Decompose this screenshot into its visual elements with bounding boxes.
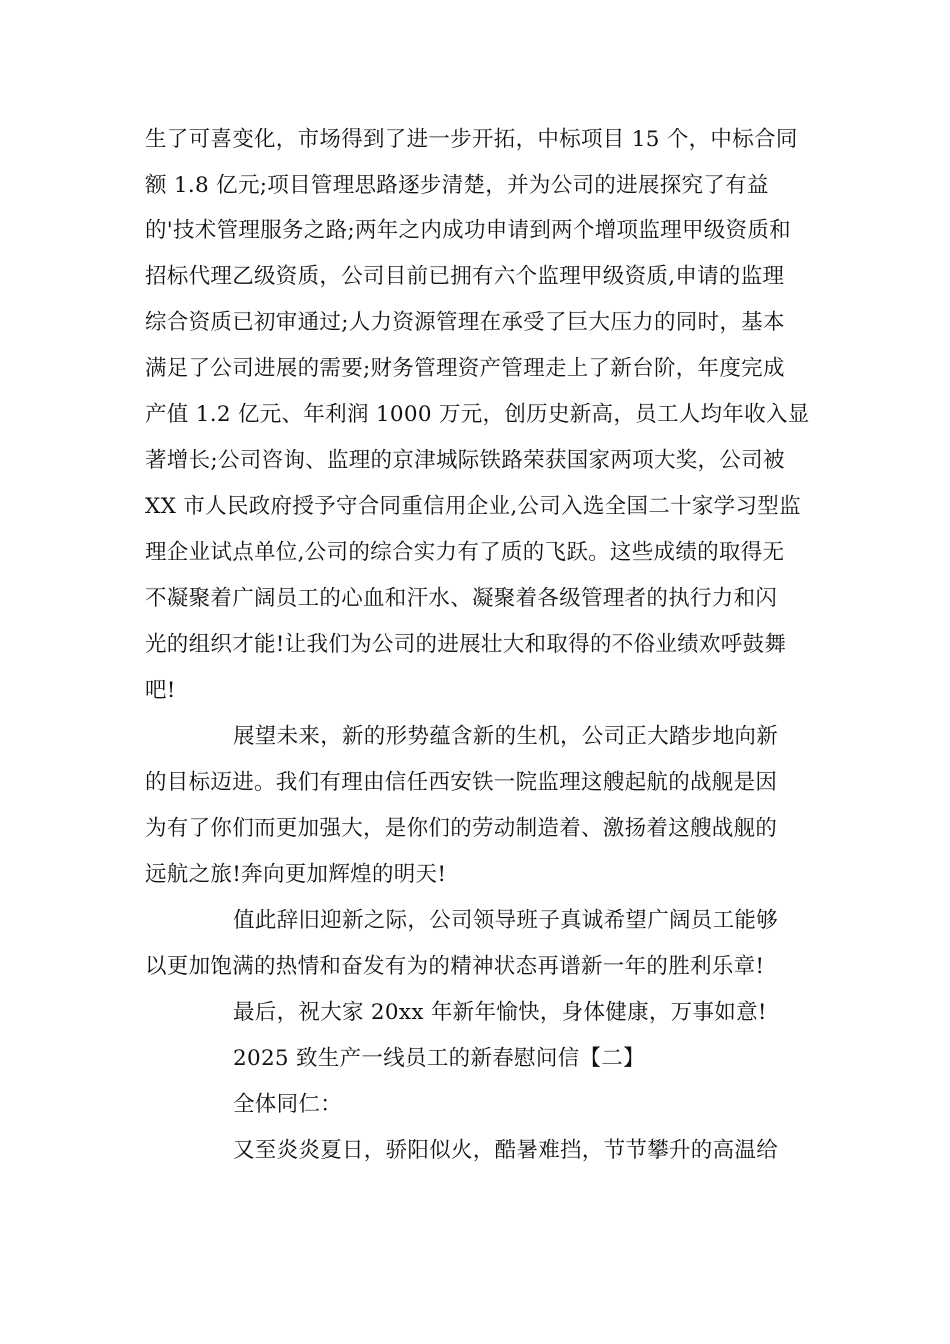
paragraph-line: 展望未来，新的形势蕴含新的生机，公司正大踏步地向新 bbox=[233, 724, 779, 749]
paragraph-line: 又至炎炎夏日，骄阳似火，酷暑难挡，节节攀升的高温给 bbox=[233, 1138, 779, 1163]
paragraph-line: 吧! bbox=[145, 678, 176, 703]
paragraph-line: 理企业试点单位,公司的综合实力有了质的飞跃。这些成绩的取得无 bbox=[145, 540, 785, 565]
paragraph-line: 以更加饱满的热情和奋发有为的精神状态再谱新一年的胜利乐章! bbox=[145, 954, 765, 979]
closing-line: 最后，祝大家 20xx 年新年愉快，身体健康，万事如意! bbox=[233, 1000, 767, 1025]
paragraph-line: 著增长;公司咨询、监理的京津城际铁路荣获国家两项大奖，公司被 bbox=[145, 448, 785, 473]
section-heading: 2025 致生产一线员工的新春慰问信【二】 bbox=[233, 1046, 645, 1071]
paragraph-line: 综合资质已初审通过;人力资源管理在承受了巨大压力的同时，基本 bbox=[145, 310, 785, 335]
paragraph-line: 生了可喜变化，市场得到了进一步开拓，中标项目 15 个，中标合同 bbox=[145, 127, 798, 152]
paragraph-line: 值此辞旧迎新之际，公司领导班子真诚希望广阔员工能够 bbox=[233, 908, 779, 933]
paragraph-line: XX 市人民政府授予守合同重信用企业,公司入选全国二十家学习型监 bbox=[145, 494, 801, 519]
paragraph-line: 招标代理乙级资质，公司目前已拥有六个监理甲级资质,申请的监理 bbox=[145, 264, 785, 289]
paragraph-line: 远航之旅!奔向更加辉煌的明天! bbox=[145, 862, 447, 887]
paragraph-line: 额 1.8 亿元;项目管理思路逐步清楚，并为公司的进展探究了有益 bbox=[145, 173, 769, 198]
paragraph-line: 的目标迈进。我们有理由信任西安铁一院监理这艘起航的战舰是因 bbox=[145, 770, 778, 795]
paragraph-line: 满足了公司进展的需要;财务管理资产管理走上了新台阶，年度完成 bbox=[145, 356, 785, 381]
paragraph-line: 光的组织才能!让我们为公司的进展壮大和取得的不俗业绩欢呼鼓舞 bbox=[145, 632, 787, 657]
salutation: 全体同仁： bbox=[233, 1092, 343, 1117]
paragraph-line: 的'技术管理服务之路;两年之内成功申请到两个增项监理甲级资质和 bbox=[145, 218, 791, 243]
paragraph-line: 为有了你们而更加强大，是你们的劳动制造着、激扬着这艘战舰的 bbox=[145, 816, 778, 841]
paragraph-line: 不凝聚着广阔员工的心血和汗水、凝聚着各级管理者的执行力和闪 bbox=[145, 586, 778, 611]
paragraph-line: 产值 1.2 亿元、年利润 1000 万元，创历史新高，员工人均年收入显 bbox=[145, 402, 810, 427]
